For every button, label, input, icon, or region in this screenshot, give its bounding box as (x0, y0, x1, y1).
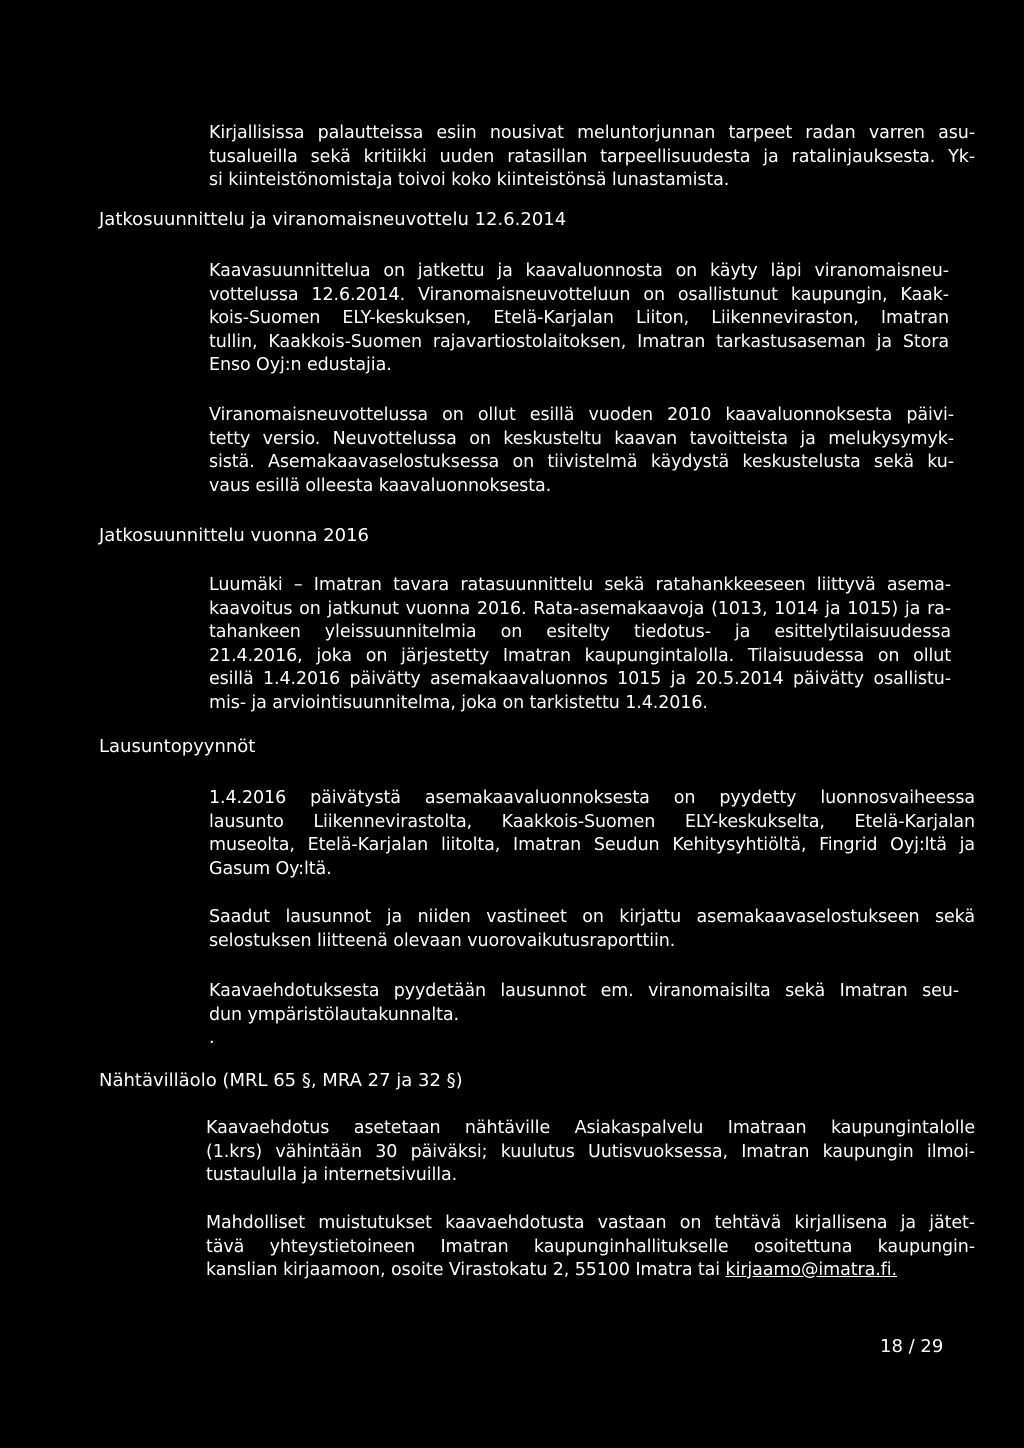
heading-lausuntopyynnot: Lausuntopyynnöt (99, 736, 256, 757)
text-line: dun ympäristölautakunnalta. (209, 1004, 459, 1025)
text-line (206, 1259, 975, 1283)
text-line: vottelussa 12.6.2014. Viranomaisneuvotteluun on osallistunut kaupungin, Kaak- (209, 284, 949, 305)
text-line: Luumäki – Imatran tavara ratasuunnittelu sekä ratahankkeeseen liittyvä asema- (209, 575, 951, 595)
text-line: si kiinteistönomistaja toivoi koko kiinteistönsä lunastamista. (209, 170, 730, 190)
heading-jatkosuunnittelu-2014: Jatkosuunnittelu ja viranomaisneuvottelu 12.6.2014 (99, 209, 567, 230)
text-line: tusalueilla sekä kritiikki uuden ratasillan tarpeellisuudesta ja ratalinjauksesta. Yk- (209, 146, 975, 167)
text-line: Saadut lausunnot ja niiden vastineet on kirjattu asemakaavaselostukseen sekä (209, 907, 975, 927)
paragraph-feedback (209, 122, 975, 193)
text-line: Viranomaisneuvottelussa on ollut esillä vuoden 2010 kaavaluonnoksesta päivi- (209, 405, 954, 425)
paragraph-negotiation-version (209, 404, 954, 498)
text-line: Enso Oyj:n edustajia. (209, 355, 392, 375)
text-line: vaus esillä olleesta kaavaluonnoksesta. (209, 475, 552, 496)
paragraph-rail-planning-2016 (209, 574, 951, 715)
text-line: Kaavaehdotus asetetaan nähtäville Asiakaspalvelu Imatraan kaupungintalolle (206, 1118, 975, 1138)
text-line: kois-Suomen ELY-keskuksen, Etelä-Karjalan Liiton, Liikenneviraston, Imatran (209, 308, 949, 328)
text-line: Kaavaehdotuksesta pyydetään lausunnot em. viranomaisilta sekä Imatran seu- (209, 981, 959, 1001)
text-line: . (209, 1028, 215, 1048)
text-line: tullin, Kaakkois-Suomen rajavartiostolaitoksen, Imatran tarkastusaseman ja Stora (209, 331, 949, 352)
text-line: esillä 1.4.2016 päivätty asemakaavaluonnos 1015 ja 20.5.2014 päivätty osallistu- (209, 669, 951, 689)
text-line: 1.4.2016 päivätystä asemakaavaluonnoksesta on pyydetty luonnosvaiheessa (209, 788, 975, 808)
text-line: tustaululla ja internetsivuilla. (206, 1165, 458, 1185)
text-line: mis- ja arviointisuunnitelma, joka on tarkistettu 1.4.2016. (209, 692, 708, 713)
paragraph-proposal-statements (209, 980, 959, 1051)
text-line: tahankeen yleissuunnitelmia on esitelty tiedotus- ja esittelytilaisuudessa (209, 622, 951, 642)
page-number: 18 / 29 (880, 1336, 944, 1357)
paragraph-statements-recorded (209, 906, 975, 953)
text-line: selostuksen liitteenä olevaan vuorovaikutusraporttiin. (209, 930, 676, 951)
text-line: Kirjallisissa palautteissa esiin nousivat meluntorjunnan tarpeet radan varren asu- (209, 123, 975, 143)
text-line: (1.krs) vähintään 30 päiväksi; kuulutus Uutisvuoksessa, Imatran kaupungin ilmoi- (206, 1141, 975, 1162)
paragraph-statement-requests (209, 787, 975, 881)
text-line: sistä. Asemakaavaselostuksessa on tiivistelmä käydystä keskustelusta sekä ku- (209, 452, 954, 472)
text-line: 21.4.2016, joka on järjestetty Imatran kaupungintalolla. Tilaisuudessa on ollut (209, 645, 951, 666)
paragraph-authority-negotiation (209, 260, 949, 378)
text-line: Mahdolliset muistutukset kaavaehdotusta vastaan on tehtävä kirjallisena ja jätet- (206, 1213, 975, 1233)
text-line: tetty versio. Neuvottelussa on keskusteltu kaavan tavoitteista ja melukysymyk- (209, 428, 954, 449)
text-line: Kaavasuunnittelua on jatkettu ja kaavaluonnosta on käyty läpi viranomaisneu- (209, 261, 949, 281)
text-line: Gasum Oy:ltä. (209, 858, 332, 879)
text-line: tävä yhteystietoineen Imatran kaupunginhallitukselle osoitettuna kaupungin- (206, 1236, 975, 1257)
text-line-prefix: kanslian kirjaamoon, osoite Virastokatu 2, 55100 Imatra tai (206, 1260, 726, 1280)
heading-jatkosuunnittelu-2016: Jatkosuunnittelu vuonna 2016 (99, 525, 369, 546)
paragraph-public-display (206, 1117, 975, 1188)
text-line: museolta, Etelä-Karjalan liitolta, Imatran Seudun Kehitysyhtiöltä, Fingrid Oyj:ltä ja (209, 835, 975, 855)
heading-nahtavillaolo: Nähtävilläolo (MRL 65 §, MRA 27 ja 32 §) (99, 1070, 463, 1091)
text-line: kaavoitus on jatkunut vuonna 2016. Rata-asemakaavoja (1013, 1014 ja 1015) ja ra- (209, 598, 951, 619)
email-link[interactable]: kirjaamo@imatra.fi. (725, 1260, 897, 1280)
text-line: lausunto Liikennevirastolta, Kaakkois-Suomen ELY-keskukselta, Etelä-Karjalan (209, 811, 975, 832)
paragraph-reminders (206, 1212, 975, 1283)
